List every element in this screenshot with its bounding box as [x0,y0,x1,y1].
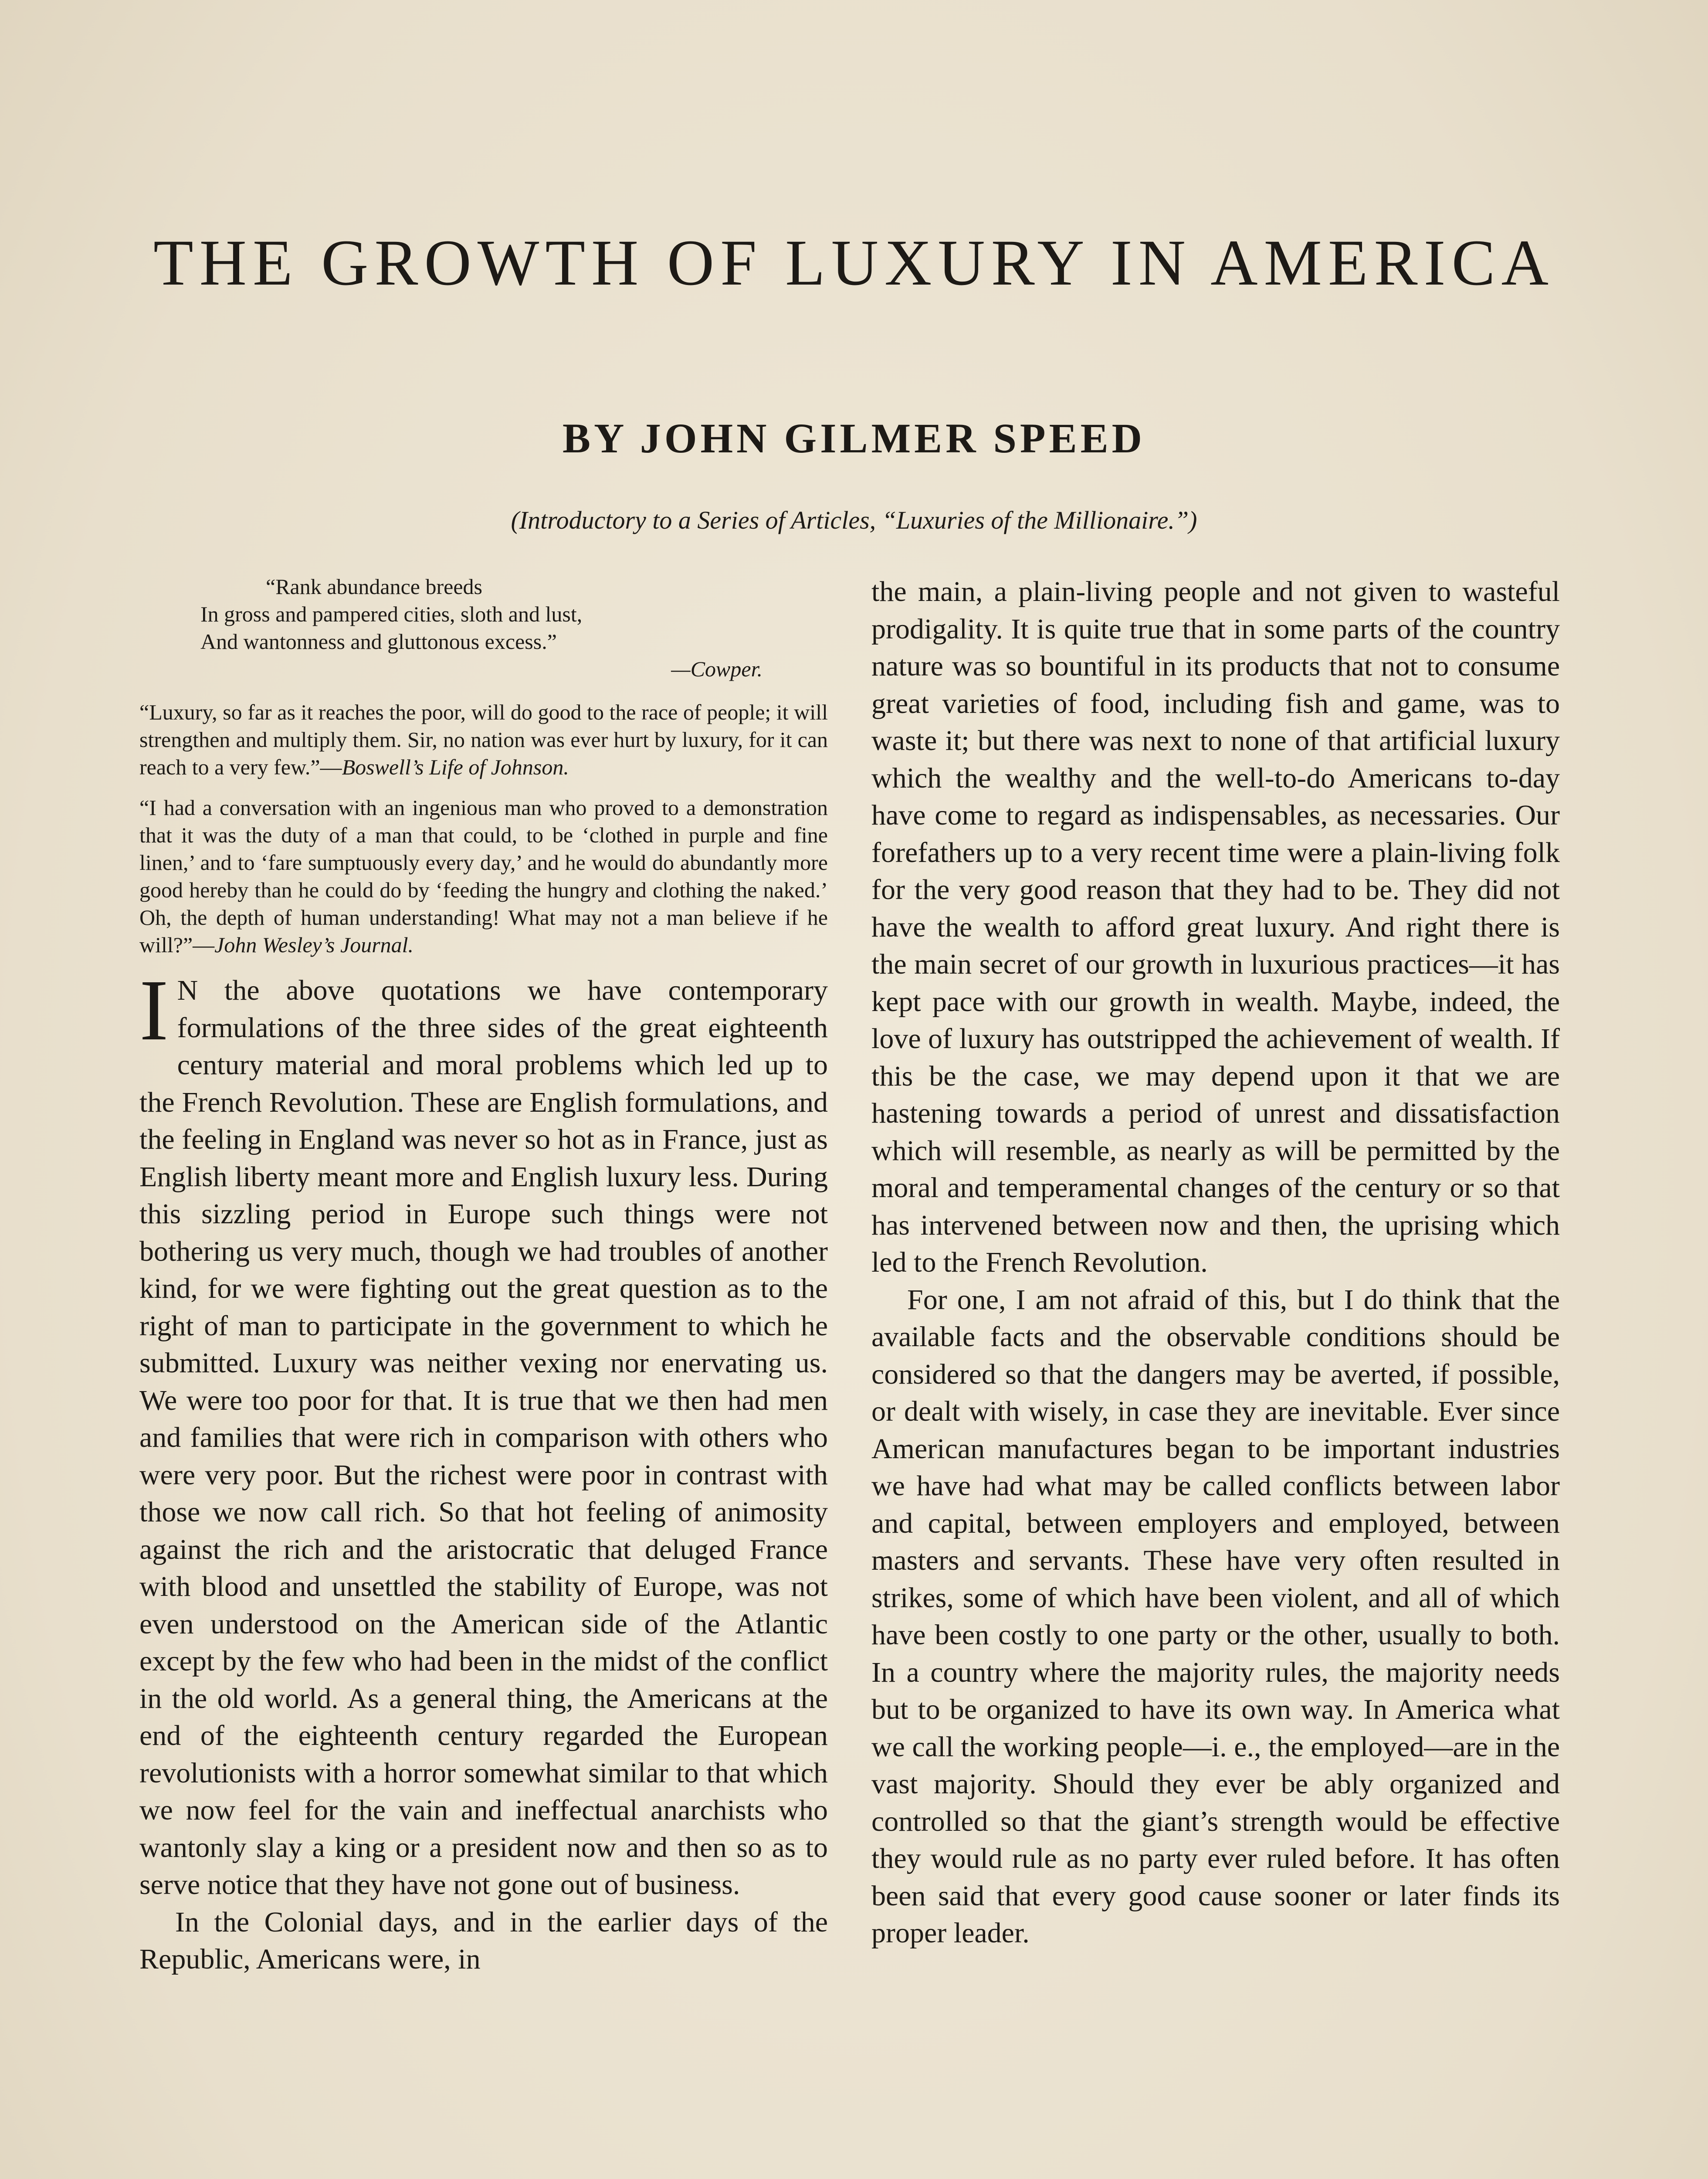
article-byline: BY JOHN GILMER SPEED [563,415,1145,462]
epigraph-wesley [139,794,828,959]
verse-line: “Rank abundance breeds [266,574,482,599]
epigraph-source: John Wesley’s Journal. [214,933,414,957]
body-paragraph: In the Colonial days, and in the earlier days of the Republic, Americans were, in [139,1906,828,1975]
drop-cap: I [139,962,169,1059]
epigraph-text: “I had a conversation with an ingenious man who proved to a demonstration that it was the duty of a man that could, to be ‘clothed in purple and fine linen,’ and to ‘fare sumptuously every day,’ and he would do abundantly more good hereby than he could do by ‘feeding the hungry and clothing the naked.’ Oh, the depth of human understanding! What may not a man believe if he will?”— [139,795,828,957]
epigraph-verse [139,573,828,683]
paragraph-text: N the above quotations we have contemporary formulations of the three sides of the great eighteenth century material and moral problems which led up to the French Revolution. These are English formulations, and the feeling in England was never so hot as in France, just as English liberty meant more and English luxury less. During this sizzling period in Europe such things were not bothering us very much, though we had troubles of another kind, for we were fighting out the great question as to the right of man to participate in the government to which he submitted. Luxury was neither vexing nor enervating us. We were too poor for that. It is true that we then had men and families that were rich in comparison with others who were very poor. But the richest were poor in contrast with those we now call rich. So that hot feeling of animosity against the rich and the aristocratic that deluged France with blood and unsettled the stability of Europe, was not even understood on the American side of the Atlantic except by the few who had been in the midst of the conflict in the old world. As a general thing, the Americans at the end of the eighteenth century regarded the European revolutionists with a horror somewhat similar to that which we now feel for the vain and ineffectual anarchists who wantonly slay a king or a president now and then so as to serve notice that they have not gone out of business. [139,974,828,1901]
verse-attribution: —Cowper. [671,657,762,681]
left-column [139,573,828,1978]
verse-line: And wantonness and gluttonous excess.” [200,629,557,654]
verse-line: In gross and pampered cities, sloth and lust, [200,602,583,626]
body-paragraph: For one, I am not afraid of this, but I do think that the available facts and the observable conditions should be considered so that the dangers may be averted, if possible, or dealt with wisely, in case they are inevitable. Ever since American manufactures began to be important industries we have had what may be called conflicts between labor and capital, between employers and employed, between masters and servants. These have very often resulted in strikes, some of which have been violent, and all of which have been costly to one party or the other, usually to both. In a country where the majority rules, the majority needs but to be organized to have its own way. In America what we call the working people—i. e., the employed—are in the vast majority. Should they ever be ably organized and controlled so that the giant’s strength would be effective they would rule as no party ever ruled before. It has often been said that every good cause sooner or later finds its proper leader. [871,1283,1560,1949]
epigraph-text: “Luxury, so far as it reaches the poor, will do good to the race of people; it will strengthen and multiply them. Sir, no nation was ever hurt by luxury, for it can reach to a very few.”— [139,700,828,779]
epigraph-boswell [139,699,828,781]
right-column [871,573,1560,1952]
body-paragraph [139,962,828,1904]
body-paragraph: the main, a plain-living people and not given to wasteful prodigality. It is quite true that in some parts of the country nature was so bountiful in its products that not to consume great varieties of food, including fish and game, was to waste it; but there was next to none of that artificial luxury which the wealthy and the well-to-do Americans to-day have come to regard as indispensables, as necessaries. Our forefathers up to a very recent time were a plain-living folk for the very good reason that they had to be. They did not have the wealth to afford great luxury. And right there is the main secret of our growth in luxurious practices—it has kept pace with our growth in wealth. Maybe, indeed, the love of luxury has outstripped the achievement of wealth. If this be the case, we may depend upon it that we are hastening towards a period of unrest and dissatisfaction which will resemble, as nearly as will be permitted by the moral and temperamental changes of the century or so that has intervened between now and then, the uprising which led to the French Revolution. [871,576,1560,1278]
epigraph-source: Boswell’s Life of Johnson. [342,755,569,779]
article-title: THE GROWTH OF LUXURY IN AMERICA [153,227,1555,299]
article-intro: (Introductory to a Series of Articles, “Luxuries of the Millionaire.”) [511,506,1197,534]
